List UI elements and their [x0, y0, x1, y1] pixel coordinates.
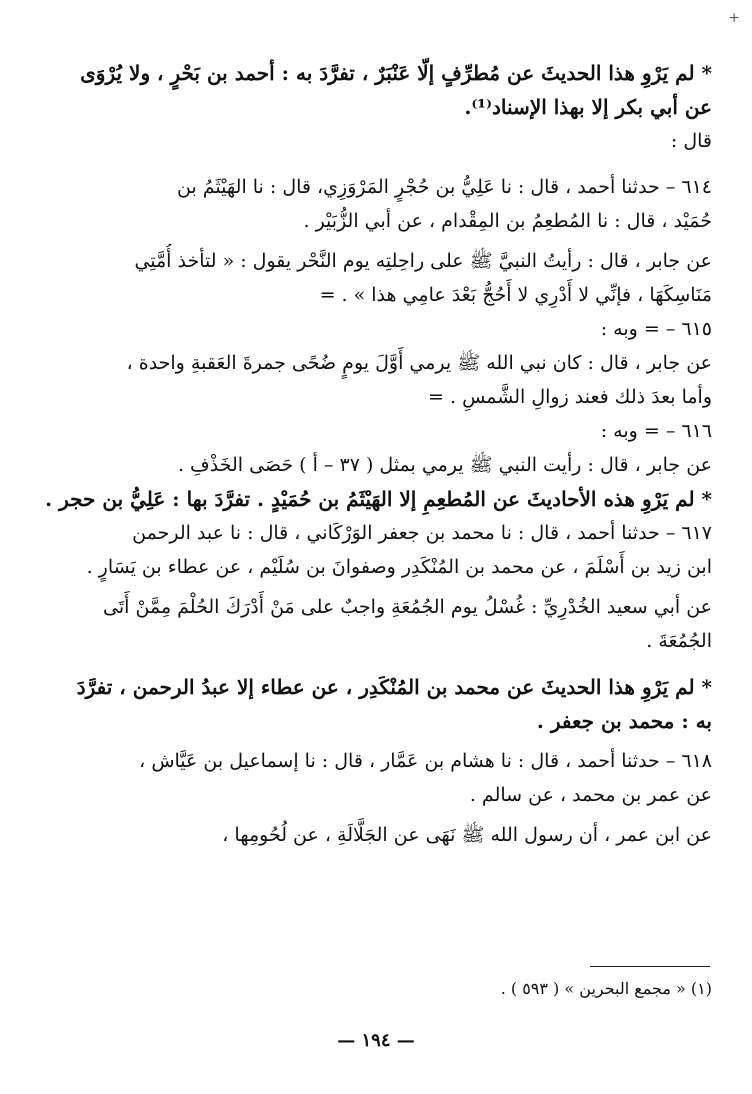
commentary-line: * لم يَرْوِ هذا الحديثَ عن محمد بن المُنْكَدِر ، عن عطاء إلا عبدُ الرحمن ، تفرَّدَ: [76, 675, 712, 699]
hadith-text-line: وأما بعدَ ذلك فعند زوالِ الشَّمسِ . =: [428, 386, 712, 408]
text-line: ابن زيد بن أَسْلَمَ ، عن محمد بن المُنْكَدِر وصفوانَ بن سُلَيْم ، عن عطاء بن يَسَارٍ .: [86, 556, 712, 578]
hadith-text-line: الجُمُعَةَ .: [646, 630, 712, 652]
hadith-text-line: عن أبي سعيد الخُدْرِيِّ : غُسْلُ يوم الجُمُعَةِ واجبٌ على مَنْ أَدْرَكَ الحُلْمَ مِمَّنْ أَتَى: [103, 596, 712, 618]
hadith-617-header: ٦١٧ – حدثنا أحمد ، قال : نا محمد بن جعفر الوَرْكَاني ، قال : نا عبد الرحمن: [132, 522, 712, 544]
text-line: حُمَيْد ، قال : نا المُطعِمُ بن المِقْدام ، عن أبي الزُّبَيْر .: [303, 210, 712, 232]
hadith-615-header: ٦١٥ – = وبه :: [600, 318, 712, 340]
commentary-line: عن أبي بكر إلا بهذا الإسناد⁽¹⁾.: [464, 95, 712, 119]
hadith-616-header: ٦١٦ – = وبه :: [600, 420, 712, 442]
hadith-text-line: عن جابر ، قال : كان نبي الله ﷺ يرمي أَوَّلَ يومٍ ضُحًى جمرةَ العَقبةِ واحدة ،: [126, 352, 712, 374]
footnote: (١) « مجمع البحرين » ( ٥٩٣ ) .: [500, 979, 712, 998]
page-content: [40, 56, 712, 852]
text-line: قال :: [670, 130, 712, 152]
hadith-text-line: مَنَاسِكَهَا ، فإنِّي لا أَدْرِي لا أَحُجُّ بَعْدَ عامِي هذا » . =: [319, 284, 712, 306]
hadith-618-header: ٦١٨ – حدثنا أحمد ، قال : نا هشام بن عَمَّار ، قال : نا إسماعيل بن عَيَّاش ،: [139, 750, 712, 772]
hadith-text-line: عن جابر ، قال : رأيت النبي ﷺ يرمي بمثل ( ٣٧ – أ ) حَصَى الخَذْفِ .: [177, 454, 712, 476]
hadith-614-header: ٦١٤ – حدثنا أحمد ، قال : نا عَلِيُّ بن حُجْرٍ المَرْوَزِي، قال : نا الهَيْثَمُ بن: [177, 176, 712, 198]
footnote-divider: [590, 966, 710, 967]
text-line: عن عمر بن محمد ، عن سالم .: [469, 784, 712, 806]
commentary-line: * لم يَرْوِ هذه الأحاديثَ عن المُطعِمِ إلا الهَيْثَمُ بن حُمَيْدٍ . تفرَّدَ بها : عَلِيُّ بن حجر .: [45, 487, 712, 511]
hadith-text-line: عن ابن عمر ، أن رسول الله ﷺ نَهَى عن الجَلَّالَةِ ، عن لُحُومِها ،: [222, 824, 712, 846]
commentary-line: * لم يَرْوِ هذا الحديثَ عن مُطرِّفٍ إلّا عَنْبَرٌ ، تفرَّدَ به : أحمد بن بَحْرٍ ، ولا يُرْوَى: [80, 61, 712, 85]
corner-mark: +: [728, 10, 740, 26]
commentary-line: به : محمد بن جعفر .: [536, 709, 712, 733]
hadith-text-line: عن جابر ، قال : رأيتُ النبيَّ ﷺ على راحِلتِه يوم النَّحْر يقول : « لتأخذ أُمَّتِي: [134, 250, 712, 272]
page-number: — ١٩٤ —: [337, 1030, 415, 1051]
